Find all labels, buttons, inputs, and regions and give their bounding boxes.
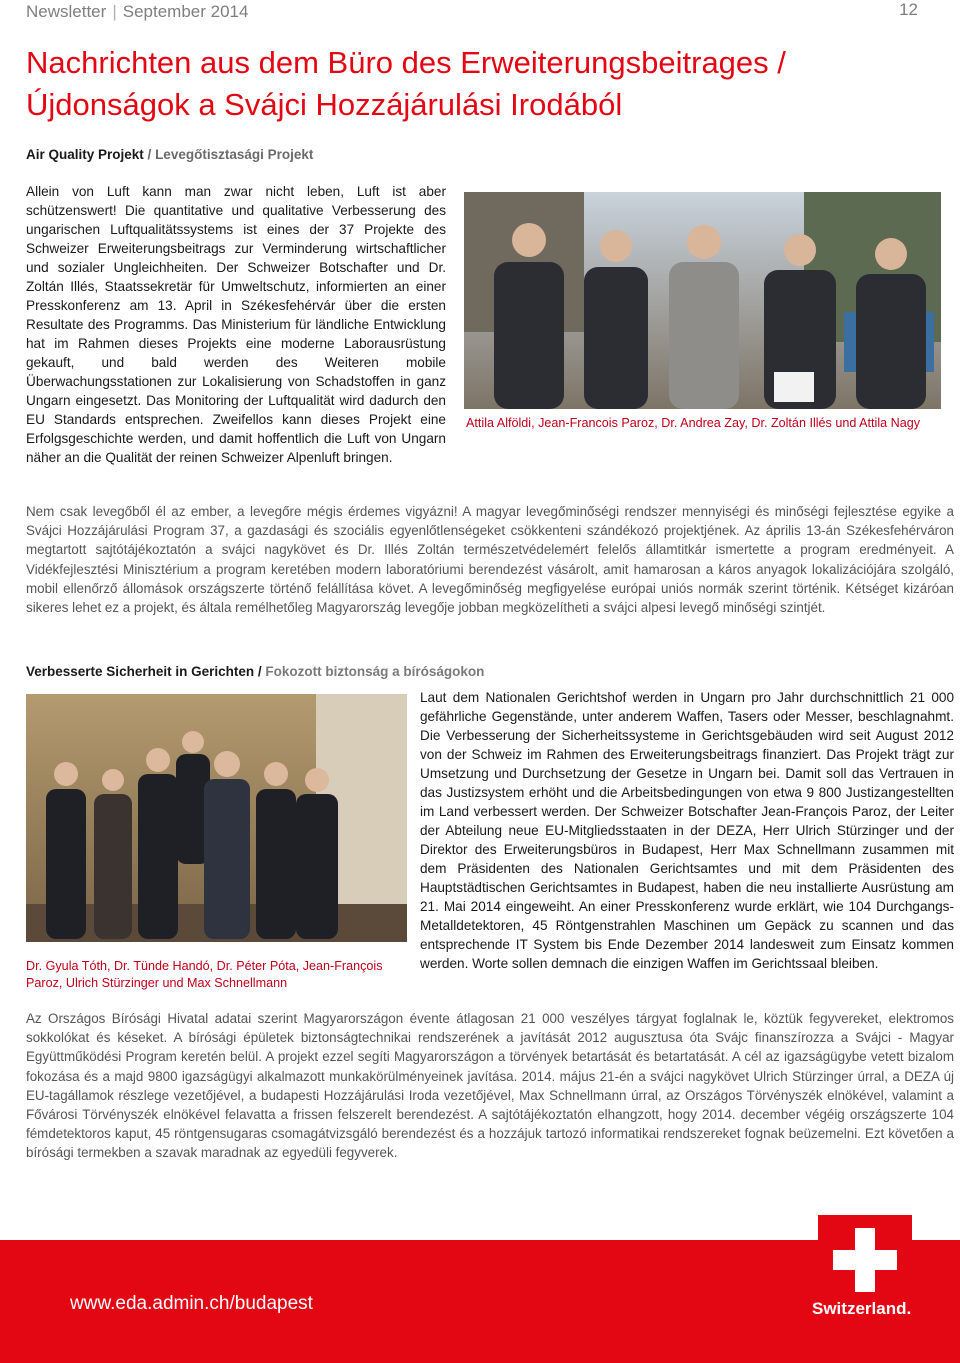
- footer-website-link[interactable]: www.eda.admin.ch/budapest: [70, 1293, 313, 1314]
- swiss-cross-icon: [819, 1216, 911, 1304]
- section2-heading-de: Verbesserte Sicherheit in Gerichten: [26, 664, 255, 679]
- court-security-body-hu: Az Országos Bírósági Hivatal adatai szerint Magyarországon évente átlagosan 21 000 veszélyes tárgyat foglalnak le, köztük fegyvereket, elektromos sokkolókat és késeket. A bírósági épületek biztonságtechnikai rendszerének a javítását 2012 augusztusa óta Svájc finanszírozza a Svájci - Magyar Együttműködési Program keretén belül. A projekt ezzel segíti Magyarországon a törvények betartását és betartatását. A cél az igazságügybe vetett bizalom fokozása és a majd 9800 igazságügyi alkalmazott munkakörülményeinek javítása. 2014. május 21-én a svájci nagykövet Ulrich Stürzinger úrral, a DEZA új EU-tagállamok részlege vezetőjével, a budapesti Hozzájárulási Iroda vezetőjével, Max Schnellmann úrral, az Országos Törvényszék elnökével, valamint a Fővárosi Törvényszék elnökével felavatta a frissen felszerelt berendezést. A sajtótájékoztatón elhangzott, hogy 2014. december végéig országszerte 104 fémdetektoros kaput, 45 röntgensugaras csomagátvizsgáló berendezést és a hozzájuk tartozó informatikai rendszereket fognak beüzemelni. Ezt követően a bírósági termekben a szavak maradnak az egyedüli fegyverek.: [26, 1011, 954, 1161]
- section2-heading-sep: /: [254, 664, 266, 679]
- section-heading-court-security: [26, 664, 484, 679]
- newsletter-date: September 2014: [122, 2, 249, 21]
- section-heading-de: Air Quality Projekt: [26, 147, 144, 162]
- court-security-body-de: Laut dem Nationalen Gerichtshof werden in Ungarn pro Jahr durchschnittlich 21 000 gefährliche Gegenstände, unter anderem Waffen, Tasers oder Messer, beschlagnahmt. Die Verbesserung der Sicherheitssysteme in Gerichtsgebäuden wird seit August 2012 von der Schweiz im Rahmen des Erweiterungsbeitrags finanziert. Das Projekt trägt zur Umsetzung und Durchsetzung der Gesetze in Ungarn bei. Damit soll das Vertrauen in das Justizsystem erhöht und die Arbeitsbedingungen von etwa 9 800 Justizangestellten im Land verbessert werden. Der Schweizer Botschafter Jean-François Paroz, der Leiter der Abteilung neue EU-Mitgliedsstaaten in der DEZA, Herr Ulrich Stürzinger und der Direktor des Erweiterungsbüros in Budapest, Herr Max Schnellmann zusammen mit dem Präsidenten des Nationalen Gerichtsamtes und mit dem Präsidenten des Hauptstädtischen Gerichtsamtes in Budapest, haben die neu installierte Ausrüstung am 21. Mai 2014 eingeweiht. An einer Presskonferenz wurde erklärt, wie 104 Durchgangs-Metalldetektoren, 45 Röntgenstrahlen Maschinen um Gepäck zu scannen und das entsprechende IT System bis Ende Dezember 2014 landesweit zum Einsatz kommen werden. Worte sollen demnach die einzigen Waffen im Gerichtssaal bleiben.: [420, 690, 954, 971]
- page-title-line-2: Újdonságok a Svájci Hozzájárulási Irodából: [26, 87, 623, 122]
- air-quality-body-hu: Nem csak levegőből él az ember, a levegőre mégis érdemes vigyázni! A magyar levegőminőségi rendszer mennyiségi és minőségi fejlesztése egyike a Svájci Hozzájárulási Program 37, a gazdasági és szociális egyenlőtlenségeket csökkenteni szándékozó projektjének. Az április 13-án Székesfehérváron megtartott sajtótájékoztatón a svájci nagykövet és Dr. Illés Zoltán természetvédelemért felelős államtitkár ismertette a program eredményeit. A Vidékfejlesztési Minisztérium a program keretében modern laboratóriumi berendezést vásárolt, amit hamarosan a káros anyagok lokalizációjára szolgáló, mobil ellenőrző állomások országszerte történő felállítása követ. A levegőminőség megfigyelése európai uniós normák szerint történik. Kétséget kizáróan sikeres lehet ez a projekt, és általa remélhetőleg Magyarország levegője jobban megközelítheti a svájci alpesi levegő minőségi szintjét.: [26, 504, 954, 616]
- section2-heading-hu: Fokozott biztonság a bíróságokon: [265, 664, 485, 679]
- court-security-photo-caption: Dr. Gyula Tóth, Dr. Tünde Handó, Dr. Péter Póta, Jean-François Paroz, Ulrich Stürzinger und Max Schnellmann: [26, 959, 383, 990]
- page-number: 12: [899, 0, 918, 19]
- page-title: [26, 42, 926, 126]
- newsletter-header: [26, 2, 248, 22]
- header-separator: |: [112, 2, 117, 21]
- section-heading-air-quality: [26, 147, 313, 162]
- newsletter-label: Newsletter: [26, 2, 107, 21]
- air-quality-photo: [464, 192, 941, 409]
- section-heading-hu: Levegőtisztasági Projekt: [155, 147, 314, 162]
- switzerland-wordmark: Switzerland.: [812, 1299, 912, 1318]
- air-quality-photo-caption: Attila Alföldi, Jean-Francois Paroz, Dr. Andrea Zay, Dr. Zoltán Illés und Attila Nagy: [466, 416, 921, 430]
- section-heading-sep: /: [143, 147, 156, 162]
- swiss-cross-logo: [818, 1215, 912, 1305]
- air-quality-photo-image: [464, 192, 941, 409]
- air-quality-body-de: Allein von Luft kann man zwar nicht leben, Luft ist aber schützenswert! Die quantitative und qualitative Verbesserung des ungarischen Luftqualitätssystems ist eines der 37 Projekte des Schweizer Erweiterungsbeitrags zur Verminderung wirtschaftlicher und sozialer Ungleichheiten. Der Schweizer Botschafter und Dr. Zoltán Illés, Staatssekretär für Umweltschutz, informierten an einer Presskonferenz am 13. April in Székesfehérvár über die ersten Resultate des Programms. Das Ministerium für ländliche Entwicklung hat im Rahmen dieses Projekts eine moderne Laborausrüstung gekauft, und bald werden des Weiteren mobile Überwachungsstationen zur Lokalisierung von Schadstoffen in ganz Ungarn eingesetzt. Das Monitoring der Luftqualität wird dadurch den EU Standards entsprechen. Zweifellos kann dieses Projekt eine Erfolgsgeschichte werden, und damit hoffentlich die Luft von Ungarn näher an die Qualität der reinen Schweizer Alpenluft bringen.: [26, 184, 446, 465]
- page-title-line-1: Nachrichten aus dem Büro des Erweiterungsbeitrages /: [26, 45, 786, 80]
- court-security-photo: [26, 694, 407, 942]
- court-security-photo-image: [26, 694, 407, 942]
